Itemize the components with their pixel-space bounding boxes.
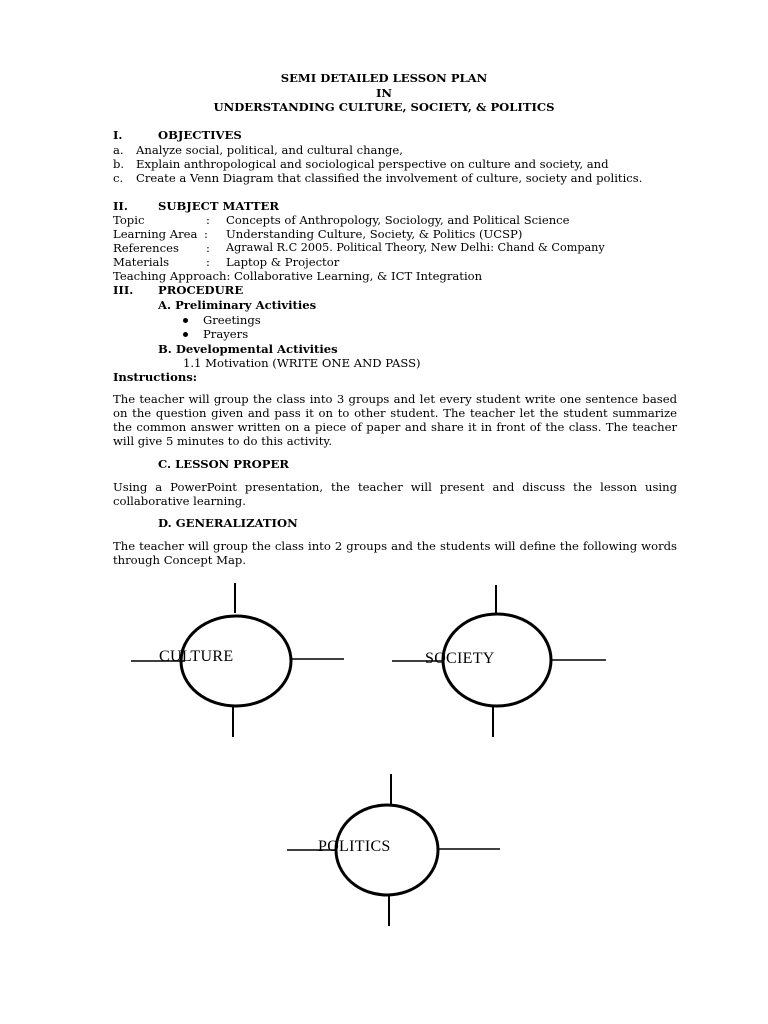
procedure-heading: PROCEDURE	[158, 283, 244, 297]
materials-value: Laptop & Projector	[226, 255, 340, 269]
subject-matter-heading: SUBJECT MATTER	[158, 199, 280, 213]
header-in: IN	[375, 86, 393, 100]
list-item: Prayers	[183, 327, 248, 341]
motivation-line: 1.1 Motivation (WRITE ONE AND PASS)	[183, 356, 421, 370]
learning-area-sep: :	[204, 227, 208, 241]
instructions-label: Instructions:	[113, 370, 198, 384]
topic-label: Topic	[113, 213, 145, 227]
materials-sep: :	[206, 255, 210, 269]
instructions-paragraph: The teacher will group the class into 3 groups and let every student write one sentence based on the question given and pass it on to other student. The teacher let the student summarize the common answer written on a piece of paper and share it in front of the class. The teacher will give 5 minutes to do this activity.	[113, 392, 677, 448]
references-label: References	[113, 241, 179, 255]
culture-label: CULTURE	[159, 648, 234, 665]
header-title: SEMI DETAILED LESSON PLAN	[280, 71, 488, 85]
references-value: Agrawal R.C 2005. Political Theory, New Delhi: Chand & Company	[226, 241, 605, 254]
lesson-proper-paragraph: Using a PowerPoint presentation, the teacher will present and discuss the lesson using collaborative learning.	[113, 480, 677, 508]
teaching-approach: Teaching Approach: Collaborative Learning, & ICT Integration	[113, 269, 483, 283]
objective-item: Analyze social, political, and cultural change,	[136, 143, 403, 157]
preliminary-activities-heading: A. Preliminary Activities	[158, 298, 317, 312]
subject-matter-number: II.	[113, 199, 128, 213]
list-item: Greetings	[183, 313, 261, 327]
learning-area-label: Learning Area	[113, 227, 198, 241]
learning-area-value: Understanding Culture, Society, & Politics (UCSP)	[226, 227, 523, 241]
politics-label: POLITICS	[318, 838, 391, 855]
objectives-number: I.	[113, 128, 123, 142]
objective-marker: c.	[113, 171, 124, 185]
header-subject: UNDERSTANDING CULTURE, SOCIETY, & POLITICS	[213, 100, 555, 114]
materials-label: Materials	[113, 255, 170, 269]
objectives-heading: OBJECTIVES	[158, 128, 242, 142]
generalization-heading: D. GENERALIZATION	[158, 516, 298, 530]
society-label: SOCIETY	[425, 650, 495, 667]
objective-marker: a.	[113, 143, 124, 157]
objective-marker: b.	[113, 157, 125, 171]
procedure-number: III.	[113, 283, 134, 297]
topic-value: Concepts of Anthropology, Sociology, and Political Science	[226, 213, 570, 227]
references-sep: :	[206, 241, 210, 255]
topic-sep: :	[206, 213, 210, 227]
objective-item: Explain anthropological and sociological perspective on culture and society, and	[136, 157, 609, 171]
developmental-activities-heading: B. Developmental Activities	[158, 342, 338, 356]
generalization-paragraph: The teacher will group the class into 2 groups and the students will define the following words through Concept Map.	[113, 539, 677, 567]
lesson-proper-heading: C. LESSON PROPER	[158, 457, 289, 471]
objective-item: Create a Venn Diagram that classified the involvement of culture, society and politics.	[136, 171, 643, 185]
